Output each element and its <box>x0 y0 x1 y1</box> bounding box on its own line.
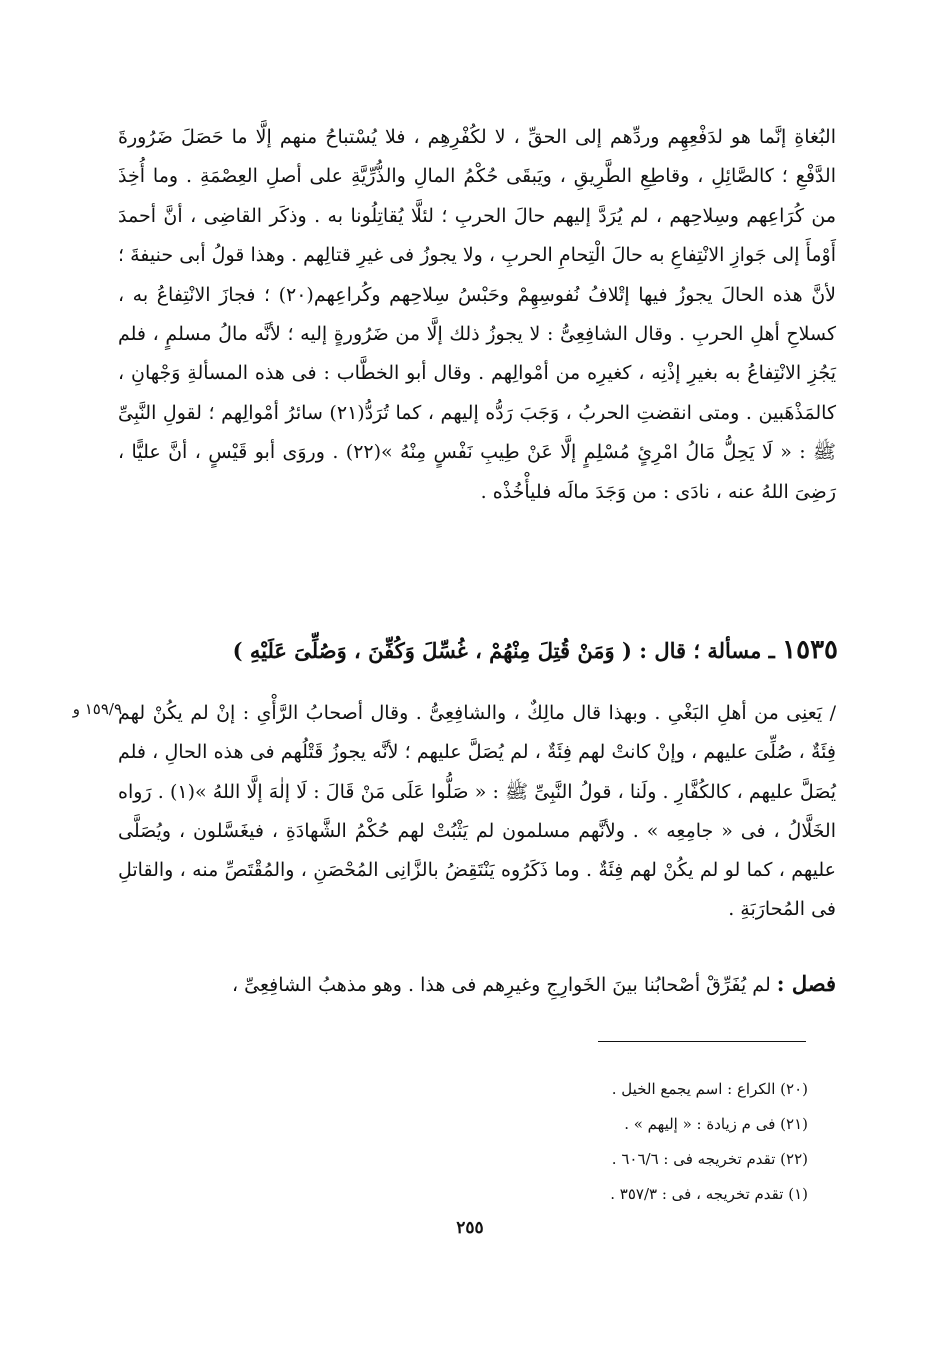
body-paragraph-1: البُغاةِ إنَّما هو لدَفْعِهِم وردِّهم إلى الحقِّ ، لا لكُفْرِهِم ، فلا يُسْتباحُ منهم إلَّا ما حَصَلَ ضَرُورةَ الدَّفْعِ ؛ كالصَّائِلِ ، وقاطِعِ الطَّرِيقِ ، ويَبقَى حُكْمُ المالِ والذُّرِّيَّةِ على أصلِ العِصْمَةِ . وما أُخِذَ من كُرَاعِهم وسِلاحِهم ، لم يُرَدَّ إليهم حالَ الحربِ ؛ لئلَّا يُقاتِلُونا به . وذكَر القاضِى ، أنَّ أحمدَ أَوْمأَ إلى جَوازِ الانْتِفاعِ به حالَ الْتِحامِ الحربِ ، ولا يجوزُ فى غيرِ قتالِهم . وهذا قولُ أبى حنيفةَ ؛ لأنَّ هذه الحالَ يجوزُ فيها إتْلافُ نُفوسِهِمْ وحَبْسُ سِلاحِهم وكُراعِهم(٢٠) ؛ فجازَ الانْتِفاعُ به ، كسلاحِ أهلِ الحربِ . وقال الشافِعِىُّ : لا يجوزُ ذلك إلَّا من ضَرُورةٍ إليه ؛ لأنَّه مالُ مسلمٍ ، فلم يَجُزِ الانْتِفاعُ به بغيرِ إذْنِه ، كغيرِه من أمْوالِهم . وقال أبو الخطَّاب : فى هذه المسألةِ وَجْهانِ ، كالمَذْهَبين . ومتى انقضتِ الحربُ ، وَجَبَ رَدُّه إليهم ، كما تُرَدُّ(٢١) سائرُ أمْوالِهم ؛ لقولِ النَّبِىِّ ﷺ : « لَا يَحِلُّ مَالُ امْرِئٍ مُسْلِمٍ إلَّا عَنْ طِيبِ نَفْسٍ مِنْهُ »(٢٢) . وروَى أبو قَيْسٍ ، أنَّ عليًّا ، رَضِىَ اللهُ عنه ، نادَى : من وَجَدَ مالَه فليأْخُذْه . <box>118 126 837 503</box>
footnote-21: (٢١) فى م زيادة : « إليهم » . <box>624 1115 808 1133</box>
footnote-1: (١) تقدم تخريجه ، فى : ٣٥٧/٣ . <box>610 1185 808 1203</box>
manuscript-margin-reference: ١٥٩/٩ و <box>72 700 122 718</box>
masala-lead: ـ مسألة ؛ قال : <box>639 638 775 663</box>
page-number: ٢٥٥ <box>456 1218 484 1238</box>
footnote-divider <box>598 1041 806 1042</box>
footnotes <box>400 1072 808 1212</box>
masala-heading <box>118 630 838 671</box>
fasl-paragraph <box>118 964 836 1005</box>
masala-quote: ( وَمَنْ قُتِلَ مِنْهُمْ ، غُسِّلَ وَكُفِّنَ ، وَصُلِّىَ عَلَيْهِ ) <box>232 638 632 663</box>
footnote-20: (٢٠) الكراع : اسم يجمع الخيل . <box>611 1080 808 1098</box>
footnote-22: (٢٢) تقدم تخريجه فى : ٦٠٦/٦ . <box>611 1150 808 1168</box>
fasl-text: لم يُفَرِّقْ أصْحابُنا بينَ الخَوارِجِ وغيرِهم فى هذا . وهو مذهبُ الشافِعِىِّ ، <box>231 974 771 996</box>
body-paragraph-2: / يَعنِى من أهلِ البَغْىِ . وبهذا قال مالِكٌ ، والشافِعِىُّ . وقال أصحابُ الرَّأْىِ : إنْ لم يكُنْ لهم فِئَةٌ ، صُلِّىَ عليهم ، وإنْ كانتْ لهم فِئَةٌ ، لم يُصَلَّ عليهم ؛ لأنَّه يجوزُ قَتْلُهم فى هذه الحالِ ، فلم يُصَلَّ عليهم ، كالكُفَّارِ . ولَنا ، قولُ النَّبِىِّ ﷺ : « صَلُّوا عَلَى مَنْ قَالَ : لَا إلٰهَ إلَّا اللهُ »(١) . رَواه الخَلَّالُ ، فى « جامِعِه » . ولأنَّهم مسلمون لم يَثْبُتْ لهم حُكْمُ الشَّهادَةِ ، فيغَسَّلون ، ويُصَلَّى عليهم ، كما لو لم يكُنْ لهم فِئَةٌ . وما ذَكَرُوه يَنْتَقِضُ بالزَّانِى المُحْصَنِ ، والمُقْتَصِّ منه ، والقاتلِ فى المُحارَبَةِ . <box>118 702 836 921</box>
masala-number: ١٥٣٥ <box>782 635 838 665</box>
fasl-label: فصل : <box>776 971 836 996</box>
